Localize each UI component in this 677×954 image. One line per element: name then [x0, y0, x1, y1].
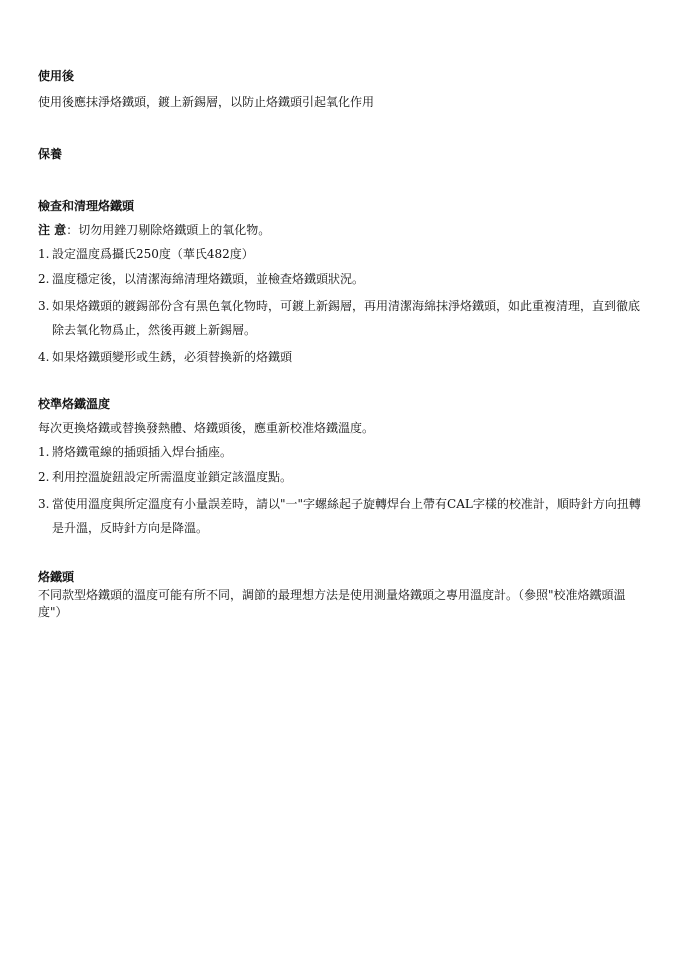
step-number: 1.: [38, 445, 50, 459]
inspect-clean-note: [38, 220, 648, 240]
inspect-clean-steps: [38, 244, 648, 367]
tip-heading: 烙鐵頭: [38, 570, 75, 584]
step-number: 4.: [38, 350, 50, 364]
step-number: 3.: [38, 299, 50, 313]
list-item: [38, 467, 648, 487]
calibrate-heading: 校準烙鐵溫度: [38, 397, 111, 411]
inspect-clean-section: [38, 196, 648, 367]
note-label: 注 意: [38, 223, 67, 237]
after-use-text: 使用後應抹淨烙鐵頭，鍍上新錫層，以防止烙鐵頭引起氧化作用: [38, 95, 375, 109]
step-number: 2.: [38, 470, 50, 484]
list-item: [38, 244, 648, 264]
document-page: [38, 66, 648, 621]
step-text: 如果烙鐵頭的鍍錫部份含有黑色氧化物時，可鍍上新錫層，再用清潔海綿抹淨烙鐵頭，如此重複清理，直到徹底除去氧化物爲止，然後再鍍上新錫層。: [52, 299, 641, 337]
list-item: [38, 347, 648, 367]
after-use-heading: 使用後: [38, 69, 75, 83]
calibrate-section: [38, 394, 648, 540]
maintenance-section: [38, 144, 648, 164]
step-text: 溫度穩定後，以清潔海綿清理烙鐵頭，並檢查烙鐵頭狀況。: [52, 272, 365, 286]
step-text: 利用控溫旋鈕設定所需溫度並鎖定該溫度點。: [52, 470, 293, 484]
step-number: 1.: [38, 247, 50, 261]
calibrate-steps: [38, 442, 648, 540]
list-item: [38, 492, 648, 540]
list-item: [38, 442, 648, 462]
step-text: 如果烙鐵頭變形或生銹，必須替換新的烙鐵頭: [52, 350, 293, 364]
step-number: 3.: [38, 497, 50, 511]
list-item: [38, 294, 648, 342]
calibrate-intro: 每次更換烙鐵或替換發熱體、烙鐵頭後，應重新校准烙鐵溫度。: [38, 421, 375, 435]
note-text: ：切勿用銼刀剔除烙鐵頭上的氧化物。: [66, 223, 271, 237]
step-text: 設定溫度爲攝氏250度（華氏482度）: [52, 247, 254, 261]
step-text: 當使用溫度與所定溫度有小量誤差時，請以"一"字螺絲起子旋轉焊台上帶有CAL字樣的校准計，順時針方向扭轉是升溫，反時針方向是降溫。: [52, 497, 641, 535]
step-number: 2.: [38, 272, 50, 286]
list-item: [38, 269, 648, 289]
tip-section: [38, 567, 648, 621]
step-text: 將烙鐵電線的插頭插入焊台插座。: [52, 445, 233, 459]
after-use-section: [38, 66, 648, 112]
inspect-clean-heading: 檢查和清理烙鐵頭: [38, 199, 135, 213]
tip-text: 不同款型烙鐵頭的溫度可能有所不同，調節的最理想方法是使用測量烙鐵頭之專用溫度計。（參照"校准烙鐵頭溫度"）: [38, 588, 626, 619]
maintenance-heading: 保養: [38, 147, 63, 161]
